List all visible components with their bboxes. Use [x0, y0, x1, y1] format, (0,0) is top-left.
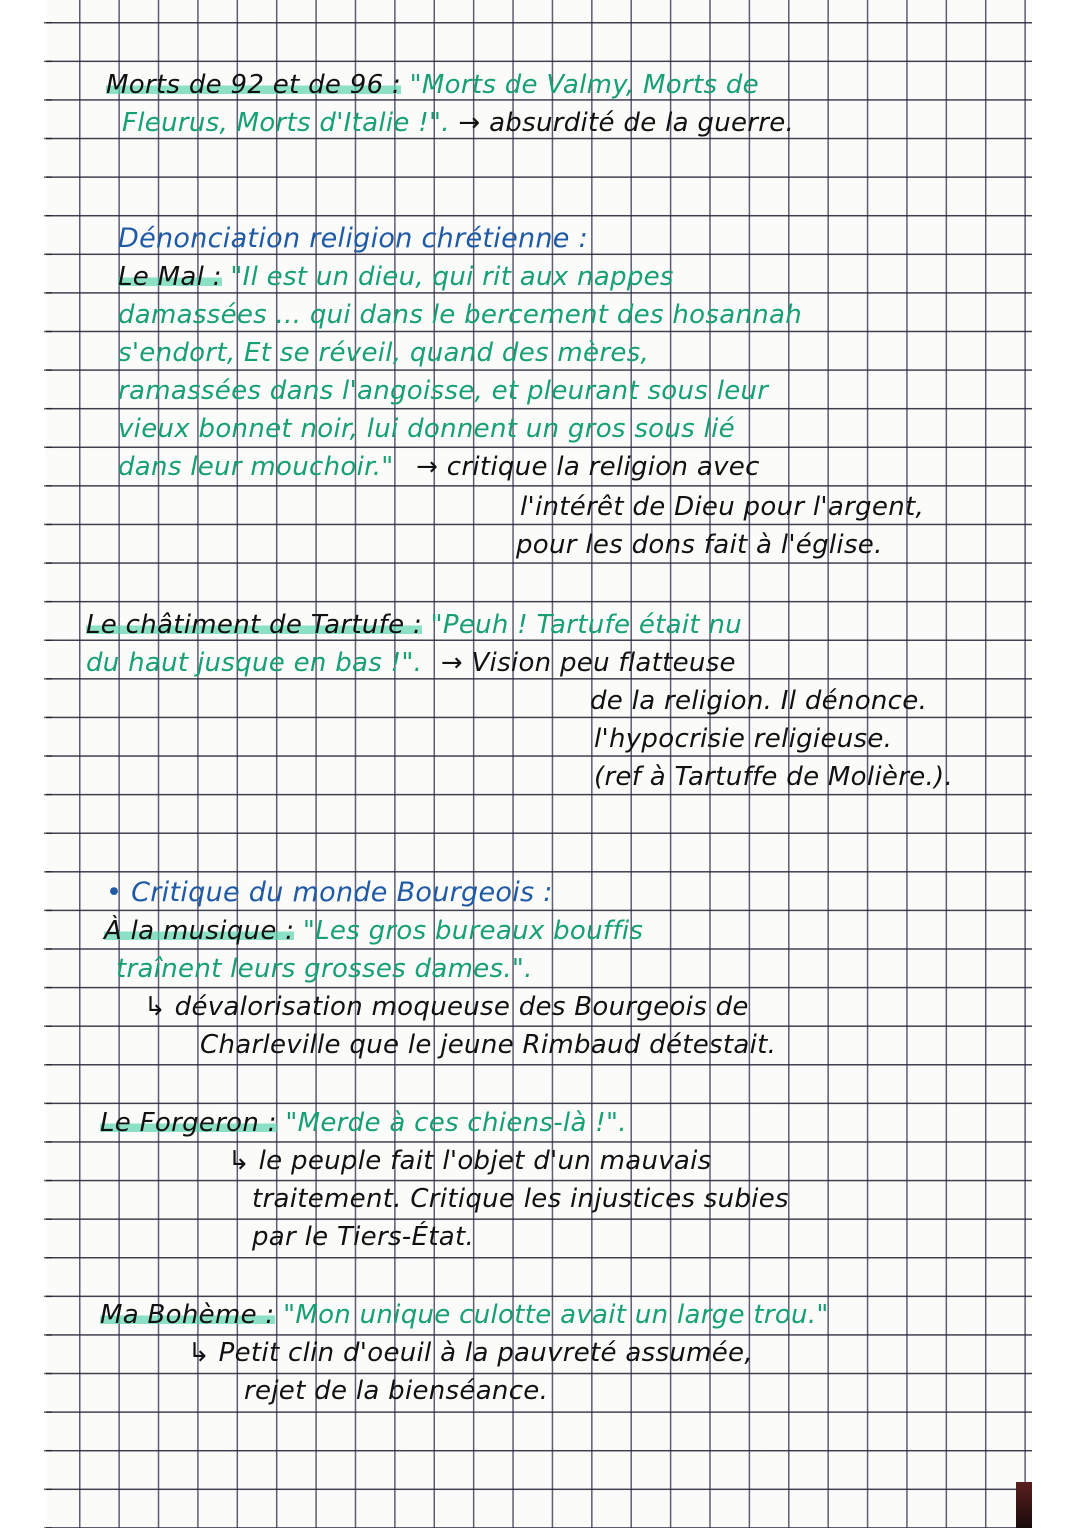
- le-mal-quote-2: damassées ... qui dans le bercement des hosannah: [118, 300, 803, 330]
- tartufe-comment-1: → Vision peu flatteuse: [440, 648, 736, 678]
- boheme-comment-1: ↳ Petit clin d'oeuil à la pauvreté assumée,: [188, 1338, 753, 1368]
- war-line-2: [122, 106, 794, 140]
- forgeron-line-1: [100, 1106, 627, 1140]
- page-edge-shadow: [1016, 1482, 1032, 1528]
- le-mal-quote-5: vieux bonnet noir, lui donnent un gros sous lié: [118, 414, 735, 444]
- le-mal-quote-6: dans leur mouchoir.": [118, 452, 394, 482]
- musique-label: À la musique :: [104, 916, 295, 946]
- war-quote-part-2: Fleurus, Morts d'Italie !".: [122, 108, 450, 138]
- le-mal-quote-4: ramassées dans l'angoisse, et pleurant sous leur: [118, 376, 769, 406]
- margin-tick-marks: [44, 0, 52, 1528]
- musique-comment-1: ↳ dévalorisation moqueuse des Bourgeois de: [144, 992, 749, 1022]
- le-mal-quote-3: s'endort, Et se réveil, quand des mères,: [118, 338, 650, 368]
- forgeron-comment-3: par le Tiers-État.: [252, 1222, 475, 1252]
- boheme-quote: "Mon unique culotte avait un large trou.": [283, 1300, 829, 1330]
- musique-quote-2: traînent leurs grosses dames.".: [116, 954, 533, 984]
- boheme-line-1: [100, 1298, 829, 1332]
- le-mal-comment-1: → critique la religion avec: [416, 452, 760, 482]
- musique-comment-2: Charleville que le jeune Rimbaud détestait.: [200, 1030, 777, 1060]
- le-mal-line-6: [118, 450, 760, 484]
- tartufe-comment-4: (ref à Tartuffe de Molière.).: [594, 762, 954, 792]
- tartufe-quote-1: "Peuh ! Tartufe était nu: [430, 610, 742, 640]
- musique-quote-1: "Les gros bureaux bouffis: [302, 916, 644, 946]
- tartufe-comment-3: l'hypocrisie religieuse.: [594, 724, 893, 754]
- boheme-comment-2: rejet de la bienséance.: [244, 1376, 549, 1406]
- musique-line-1: [104, 914, 643, 948]
- tartufe-line-1: [86, 608, 742, 642]
- forgeron-quote: "Merde à ces chiens-là !".: [285, 1108, 627, 1138]
- religion-heading: Dénonciation religion chrétienne :: [118, 223, 588, 254]
- le-mal-comment-3: pour les dons fait à l'église.: [516, 530, 883, 560]
- forgeron-label: Le Forgeron :: [100, 1108, 277, 1138]
- war-comment: → absurdité de la guerre.: [458, 108, 795, 138]
- boheme-label: Ma Bohème :: [100, 1300, 275, 1330]
- bourgeois-heading: • Critique du monde Bourgeois :: [106, 877, 553, 908]
- war-line-1: [106, 68, 759, 102]
- le-mal-line-1: [118, 260, 674, 294]
- war-label: Morts de 92 et de 96 :: [106, 70, 402, 100]
- forgeron-comment-2: traitement. Critique les injustices subies: [252, 1184, 789, 1214]
- war-quote-part-1: "Morts de Valmy, Morts de: [409, 70, 759, 100]
- le-mal-quote-1: "Il est un dieu, qui rit aux nappes: [230, 262, 674, 292]
- tartufe-comment-2: de la religion. Il dénonce.: [590, 686, 928, 716]
- le-mal-comment-2: l'intérêt de Dieu pour l'argent,: [520, 492, 925, 522]
- forgeron-comment-1: ↳ le peuple fait l'objet d'un mauvais: [228, 1146, 712, 1176]
- tartufe-quote-2: du haut jusque en bas !".: [86, 648, 423, 678]
- tartufe-label: Le châtiment de Tartufe :: [86, 610, 423, 640]
- tartufe-line-2: [86, 646, 736, 680]
- le-mal-label: Le Mal :: [118, 262, 222, 292]
